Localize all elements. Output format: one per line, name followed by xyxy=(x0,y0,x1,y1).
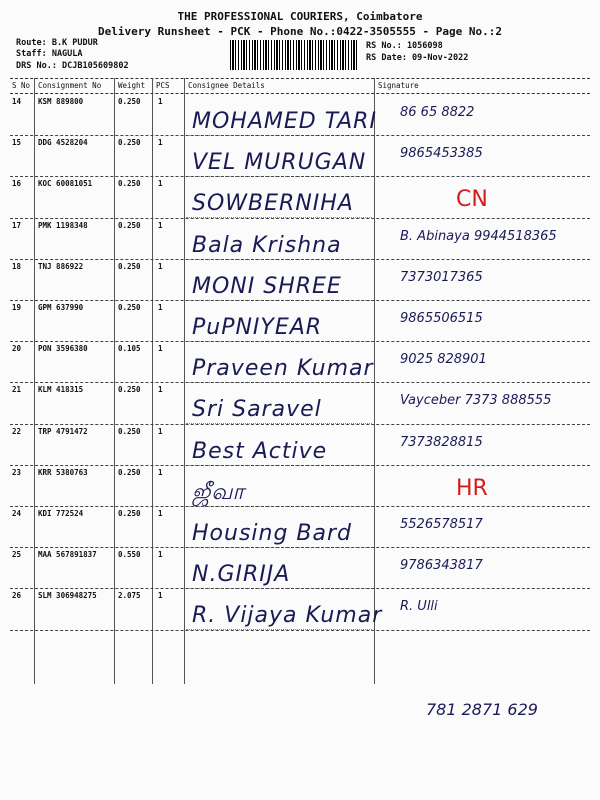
row-consignment-no: DDG 4528204 xyxy=(38,138,88,148)
row-divider xyxy=(10,547,590,548)
row-signature: 9865453385 xyxy=(400,146,483,162)
row-signature: CN xyxy=(456,187,488,213)
row-weight: 0.250 xyxy=(118,97,141,106)
row-signature: R. Ulli xyxy=(400,599,438,615)
row-divider xyxy=(10,218,590,219)
row-consignment-no: TRP 4791472 xyxy=(38,426,88,436)
row-pcs: 1 xyxy=(158,426,163,436)
row-consignee-name: Praveen Kumar xyxy=(192,356,374,382)
drs-number: DRS No.: DCJB105609802 xyxy=(16,61,129,71)
courier-title: THE PROFESSIONAL COURIERS, Coimbatore xyxy=(177,10,423,23)
staff-label: Staff: NAGULA xyxy=(16,49,83,59)
row-divider xyxy=(10,588,590,589)
row-consignment-no: MAA 567891837 xyxy=(38,550,97,560)
row-consignee-name: PuPNIYEAR xyxy=(192,315,323,340)
row-pcs: 1 xyxy=(158,467,163,477)
row-sno: 14 xyxy=(12,97,22,106)
row-signature: 5526578517 xyxy=(400,517,483,532)
row-weight: 0.250 xyxy=(118,303,141,312)
footer-handwritten-note: 781 2871 629 xyxy=(426,700,538,719)
col-divider xyxy=(152,78,153,684)
row-weight: 0.105 xyxy=(118,344,141,354)
row-pcs: 1 xyxy=(158,303,163,312)
row-divider xyxy=(10,465,590,466)
row-divider xyxy=(10,382,590,383)
row-pcs: 1 xyxy=(158,97,163,106)
row-pcs: 1 xyxy=(158,179,163,189)
row-consignee-name: N.GIRIJA xyxy=(192,562,291,588)
row-consignee-name: Best Active xyxy=(192,438,328,464)
col-sno: S No xyxy=(12,81,31,90)
row-sno: 16 xyxy=(12,179,22,189)
row-pcs: 1 xyxy=(158,509,163,518)
row-consignment-no: SLM 306948275 xyxy=(38,591,97,601)
row-sno: 24 xyxy=(12,509,22,518)
row-pcs: 1 xyxy=(158,344,163,354)
row-divider xyxy=(10,630,590,631)
rs-number: RS No.: 1056098 xyxy=(366,41,443,51)
col-consignee: Consignee Details xyxy=(188,81,265,90)
row-divider xyxy=(10,341,590,342)
col-divider xyxy=(114,78,115,684)
row-weight: 0.550 xyxy=(118,550,141,560)
row-divider xyxy=(10,424,590,425)
row-weight: 0.250 xyxy=(118,179,141,189)
row-consignment-no: KRR 5380763 xyxy=(38,467,88,477)
row-weight: 0.250 xyxy=(118,385,141,395)
row-pcs: 1 xyxy=(158,261,163,271)
row-weight: 2.075 xyxy=(118,591,141,601)
row-consignment-no: KOC 60081051 xyxy=(38,179,93,189)
row-signature: HR xyxy=(456,475,488,501)
col-weight: Weight xyxy=(118,81,146,90)
row-weight: 0.250 xyxy=(118,261,141,271)
rs-date: RS Date: 09-Nov-2022 xyxy=(366,53,469,63)
row-consignment-no: GPM 637990 xyxy=(38,303,84,312)
col-divider xyxy=(374,78,375,684)
row-divider xyxy=(10,506,590,507)
row-sno: 21 xyxy=(12,385,22,395)
row-signature: 9865506515 xyxy=(400,311,483,326)
row-sno: 26 xyxy=(12,591,22,601)
row-sno: 23 xyxy=(12,467,22,477)
row-sno: 17 xyxy=(12,220,22,230)
row-divider xyxy=(10,259,590,260)
col-signature: Signature xyxy=(378,81,419,90)
col-consignment: Consignment No xyxy=(38,81,102,90)
row-consignment-no: TNJ 886922 xyxy=(38,261,84,271)
row-weight: 0.250 xyxy=(118,426,141,436)
row-consignee-name: ஜீவா xyxy=(192,479,245,505)
row-weight: 0.250 xyxy=(118,467,141,477)
row-pcs: 1 xyxy=(158,385,163,395)
row-consignee-name: Bala Krishna xyxy=(192,232,342,258)
row-consignment-no: PMK 1198348 xyxy=(38,220,88,230)
barcode xyxy=(230,40,358,70)
row-sno: 20 xyxy=(12,344,22,354)
row-signature: 7373017365 xyxy=(400,269,483,285)
row-consignee-name: MONI SHREE xyxy=(192,273,342,299)
row-sno: 22 xyxy=(12,426,22,436)
row-weight: 0.250 xyxy=(118,138,141,148)
row-consignee-name: Sri Saravel xyxy=(192,397,322,423)
row-sno: 18 xyxy=(12,261,22,271)
row-pcs: 1 xyxy=(158,220,163,230)
runsheet-subtitle: Delivery Runsheet - PCK - Phone No.:0422-3505555 - Page No.:2 xyxy=(98,25,502,38)
row-weight: 0.250 xyxy=(118,509,141,518)
header-bottom-rule xyxy=(10,93,590,94)
row-consignee-name: VEL MURUGAN xyxy=(192,150,367,176)
row-consignment-no: PON 3596380 xyxy=(38,344,88,354)
row-consignee-name: Housing Bard xyxy=(192,521,353,546)
row-consignment-no: KLM 418315 xyxy=(38,385,84,395)
row-weight: 0.250 xyxy=(118,220,141,230)
row-signature: 7373828815 xyxy=(400,434,483,450)
row-sno: 19 xyxy=(12,303,22,312)
row-divider xyxy=(10,135,590,136)
row-sno: 15 xyxy=(12,138,22,148)
header-top-rule xyxy=(10,78,590,79)
col-divider xyxy=(34,78,35,684)
col-divider xyxy=(184,78,185,684)
row-signature: 9025 828901 xyxy=(400,352,487,368)
row-pcs: 1 xyxy=(158,138,163,148)
row-consignee-name: SOWBERNIHA xyxy=(192,191,354,217)
row-consignee-name: MOHAMED TARI xyxy=(192,109,377,134)
row-pcs: 1 xyxy=(158,591,163,601)
row-consignment-no: KDI 772524 xyxy=(38,509,84,518)
row-signature: 9786343817 xyxy=(400,558,483,574)
row-signature: 86 65 8822 xyxy=(400,105,475,120)
row-pcs: 1 xyxy=(158,550,163,560)
col-pcs: PCS xyxy=(156,81,170,90)
row-sno: 25 xyxy=(12,550,22,560)
row-consignment-no: KSM 889800 xyxy=(38,97,84,106)
row-divider xyxy=(10,176,590,177)
row-signature: B. Abinaya 9944518365 xyxy=(400,228,557,244)
route-label: Route: B.K PUDUR xyxy=(16,38,98,48)
row-consignee-name: R. Vijaya Kumar xyxy=(192,603,383,629)
row-divider xyxy=(10,300,590,301)
row-signature: Vayceber 7373 888555 xyxy=(400,393,552,409)
